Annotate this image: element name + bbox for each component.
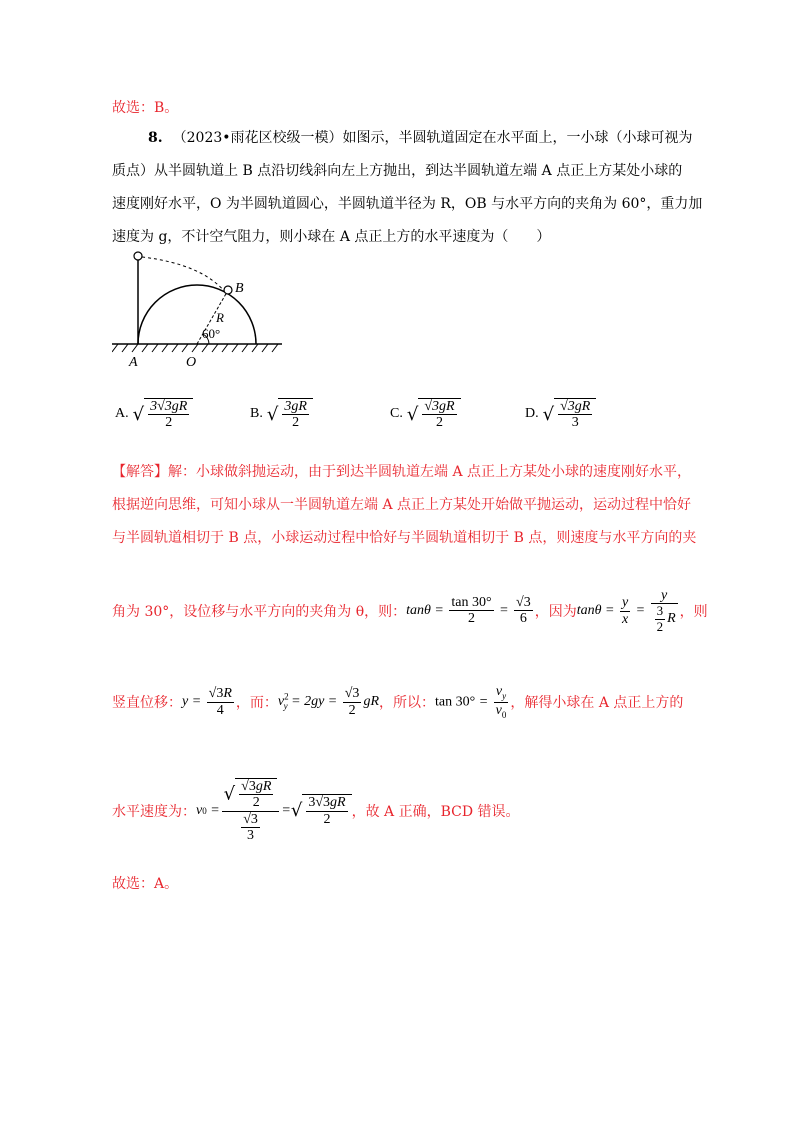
question-line-4: 速度为 g，不计空气阻力，则小球在 A 点正上方的水平速度为（ ） xyxy=(112,229,551,245)
solution-line-4: 角为 30°，设位移与水平方向的夹角为 θ，则： tanθ = $\frac{\tan 30^\circ}{2}$ = $\frac{√3}{6}$ ，因为 tanθ = $\frac{y}{x}$ = y $\frac{3}{2}$ R ，则 xyxy=(112,588,708,634)
option-A[interactable]: A. √ $\frac{3√3gR}{2}$ xyxy=(115,398,193,431)
eq-tan-theta: tanθ = $\frac{\tan 30^\circ}{2}$ = $\frac{√3}{6}$ xyxy=(406,595,531,627)
option-C[interactable]: C. √ $\frac{√3gR}{2}$ xyxy=(390,398,461,431)
question-line-1: 8. （2023•雨花区校级一模）如图示，半圆轨道固定在水平面上，一小球（小球可视为 xyxy=(148,130,693,146)
solution-line-3: 与半圆轨道相切于 B 点，小球运动过程中恰好与半圆轨道相切于 B 点，则速度与水平方向的夹 xyxy=(112,530,697,546)
label-B: B xyxy=(235,281,244,296)
question-line-2: 质点）从半圆轨道上 B 点沿切线斜向左上方抛出，到达半圆轨道左端 A 点正上方某处小球的 xyxy=(112,163,683,179)
eq-vertical-displacement: y = $\frac{√3R}{4}$ xyxy=(182,686,232,718)
solution-line-1: 【解答】解：小球做斜抛运动，由于到达半圆轨道左端 A 点正上方某处小球的速度刚好水平， xyxy=(112,464,692,480)
question-number: 8. xyxy=(148,130,163,146)
previous-answer: 故选：B。 xyxy=(112,100,179,116)
eq-tan30-ratio: tan 30° = $\frac{v_y}{v_0}$ xyxy=(435,684,507,720)
option-B[interactable]: B. √ $\frac{3gR}{2}$ xyxy=(250,398,313,431)
eq-tan-ratio: tanθ = $\frac{y}{x}$ = y $\frac{3}{2}$ R xyxy=(576,588,676,634)
solution-line-2: 根据逆向思维，可知小球从一半圆轨道左端 A 点正上方某处开始做平抛运动，运动过程中恰好 xyxy=(112,497,692,513)
eq-v0-result: v 0 = √ $\frac{√3gR}{2}$ $\frac{√3}{3}$ = √ $\frac{3√3gR}{2}$ xyxy=(196,778,352,844)
solution-tag: 【解答】 xyxy=(112,464,168,480)
question-line-3: 速度刚好水平，O 为半圆轨道圆心，半圆轨道半径为 R，OB 与水平方向的夹角为 60°，重力加 xyxy=(112,196,703,212)
label-R: R xyxy=(216,310,224,325)
label-A: A xyxy=(129,355,138,370)
label-angle: 60° xyxy=(202,326,221,341)
final-answer: 故选：A。 xyxy=(112,876,179,892)
solution-line-5: 竖直位移： y = $\frac{√3R}{4}$ ，而： $v^2_y = 2gy$ = $\frac{√3}{2}$ gR ，所以： tan 30° = $\frac{v_y}{v_0}$ ，解得小球在 A 点正上方的 xyxy=(112,684,684,720)
ground-hatching xyxy=(112,344,278,352)
label-O: O xyxy=(186,355,197,370)
solution-line-6: 水平速度为： v 0 = √ $\frac{√3gR}{2}$ $\frac{√3}{3}$ = √ $\frac{3√3gR}{2}$ ，故 A 正确，BCD 错误。 xyxy=(112,779,520,844)
option-D[interactable]: D. √ $\frac{√3gR}{3}$ xyxy=(525,398,596,431)
solution-block xyxy=(112,456,712,555)
ball-top xyxy=(134,252,142,260)
semicircle-figure xyxy=(112,248,292,370)
ball-B xyxy=(224,286,232,294)
eq-vy-squared: $v^2_y = 2gy$ = $\frac{√3}{2}$ gR xyxy=(277,686,379,718)
question-text xyxy=(112,122,712,254)
